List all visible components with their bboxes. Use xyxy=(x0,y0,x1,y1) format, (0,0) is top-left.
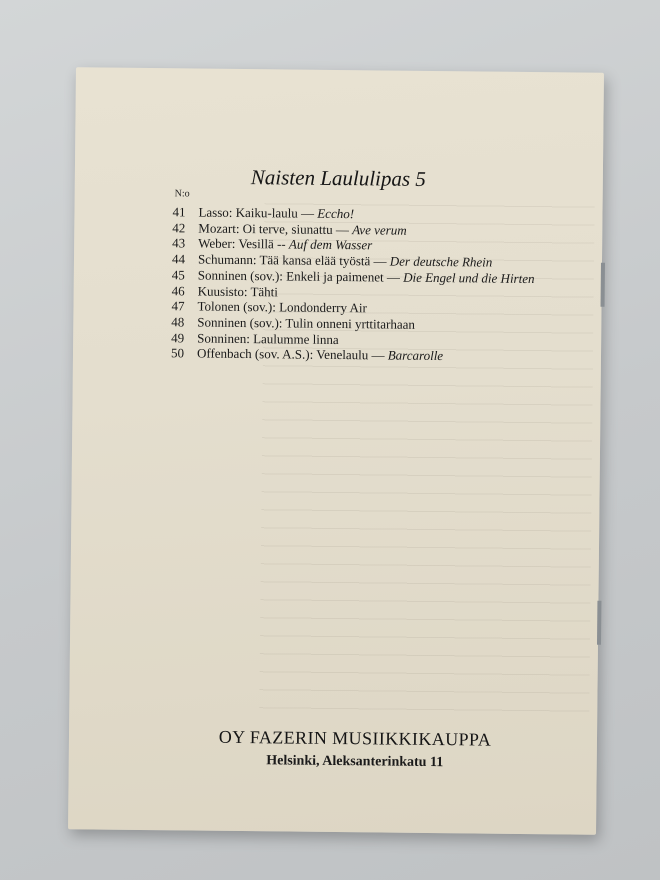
staple-bottom xyxy=(597,601,601,645)
song-title: Lasso: Kaiku-laulu — Eccho! xyxy=(198,204,355,222)
song-title: Sonninen (sov.): Enkeli ja paimenet — Die Engel und die Hirten xyxy=(197,267,535,286)
song-title: Tolonen (sov.): Londonderry Air xyxy=(197,298,367,316)
song-title: Sonninen: Laulumme linna xyxy=(197,330,339,347)
song-list xyxy=(171,204,593,365)
song-title: Mozart: Oi terve, siunattu — Ave verum xyxy=(198,220,407,238)
staple-top xyxy=(601,263,605,307)
song-title: Weber: Vesillä -- Auf dem Wasser xyxy=(198,235,373,253)
song-number: 43 xyxy=(172,235,186,251)
song-number: 42 xyxy=(172,219,186,236)
song-title: Kuusisto: Tähti xyxy=(197,283,279,300)
song-number: 47 xyxy=(171,298,185,314)
song-number: 48 xyxy=(171,314,185,330)
number-column-label: N:o xyxy=(174,188,190,200)
song-number: 44 xyxy=(171,251,186,267)
song-number: 41 xyxy=(172,204,186,220)
publisher-name: OY FAZERIN MUSIIKKIKAUPPA xyxy=(218,726,492,750)
song-number: 46 xyxy=(171,283,185,299)
song-title: Offenbach (sov. A.S.): Venelaulu — Barcarolle xyxy=(196,345,444,364)
song-title: Schumann: Tää kansa elää työstä — Der deutsche Rhein xyxy=(197,251,493,270)
song-number: 45 xyxy=(171,267,185,283)
song-number: 49 xyxy=(171,329,185,345)
booklet-back-cover xyxy=(68,67,604,834)
song-title: Sonninen (sov.): Tulin onneni yrttitarhaan xyxy=(197,314,416,332)
song-item xyxy=(171,345,591,365)
booklet-title: Naisten Laululipas 5 xyxy=(250,165,427,191)
song-number: 50 xyxy=(170,345,185,361)
publisher-address: Helsinki, Aleksanterinkatu 11 xyxy=(266,753,444,771)
